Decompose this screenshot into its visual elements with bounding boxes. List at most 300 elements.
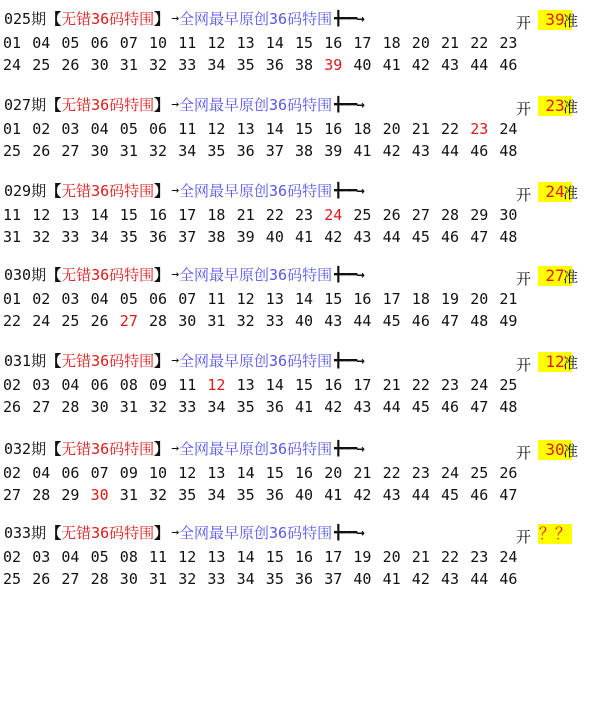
number-cell: 06 bbox=[149, 120, 168, 138]
number-cell: 33 bbox=[178, 398, 197, 416]
number-cell: 41 bbox=[295, 398, 314, 416]
number-cell: 41 bbox=[324, 486, 343, 504]
number-cell: 34 bbox=[207, 56, 226, 74]
number-cell: 15 bbox=[324, 290, 343, 308]
long-arrow-icon: ╋━━→ bbox=[334, 525, 364, 541]
number-cell: 22 bbox=[265, 206, 284, 224]
number-cell: 15 bbox=[265, 464, 284, 482]
number-cell: 15 bbox=[119, 206, 138, 224]
number-cell: 27 bbox=[411, 206, 430, 224]
number-cell: 21 bbox=[499, 290, 518, 308]
number-cell: 23 bbox=[470, 548, 489, 566]
number-cell: 32 bbox=[178, 570, 197, 588]
number-cell: 25 bbox=[499, 376, 518, 394]
issue-number: 029期 bbox=[4, 182, 47, 200]
number-cell: 21 bbox=[441, 34, 460, 52]
number-cell: 34 bbox=[90, 228, 109, 246]
number-cell: 16 bbox=[295, 464, 314, 482]
number-cell: 43 bbox=[382, 486, 401, 504]
issue-number: 033期 bbox=[4, 524, 47, 542]
number-cell: 48 bbox=[499, 398, 518, 416]
arrow-icon: → bbox=[171, 11, 180, 26]
number-cell: 06 bbox=[90, 376, 109, 394]
number-cell: 36 bbox=[236, 142, 255, 160]
bracket-close: 】 bbox=[154, 440, 170, 458]
number-cell: 21 bbox=[236, 206, 255, 224]
number-cell: 31 bbox=[207, 312, 226, 330]
number-cell: 17 bbox=[382, 290, 401, 308]
number-row bbox=[3, 484, 563, 506]
number-cell: 11 bbox=[149, 548, 168, 566]
number-cell: 26 bbox=[32, 570, 51, 588]
number-cell: 38 bbox=[295, 56, 314, 74]
number-cell: 46 bbox=[441, 398, 460, 416]
number-cell: 13 bbox=[61, 206, 80, 224]
number-cell: 36 bbox=[265, 486, 284, 504]
number-cell: 31 bbox=[119, 486, 138, 504]
hit-number: 39 bbox=[324, 56, 343, 74]
subtitle-text: 全网最早原创36码特围 bbox=[179, 96, 333, 114]
number-cell: 43 bbox=[324, 312, 343, 330]
number-cell: 48 bbox=[470, 312, 489, 330]
result-badge: 23 bbox=[538, 96, 572, 116]
number-cell: 04 bbox=[32, 464, 51, 482]
number-cell: 24 bbox=[499, 120, 518, 138]
number-cell: 10 bbox=[149, 34, 168, 52]
number-cell: 39 bbox=[236, 228, 255, 246]
number-cell: 28 bbox=[441, 206, 460, 224]
number-cell: 26 bbox=[499, 464, 518, 482]
number-cell: 02 bbox=[3, 548, 22, 566]
subtitle-text: 全网最早原创36码特围 bbox=[179, 266, 333, 284]
number-cell: 11 bbox=[3, 206, 22, 224]
arrow-icon: → bbox=[171, 441, 180, 456]
number-cell: 07 bbox=[178, 290, 197, 308]
number-cell: 16 bbox=[295, 548, 314, 566]
arrow-icon: → bbox=[171, 353, 180, 368]
period-block bbox=[0, 6, 595, 86]
arrow-icon: → bbox=[171, 183, 180, 198]
number-cell: 26 bbox=[32, 142, 51, 160]
number-cell: 30 bbox=[178, 312, 197, 330]
number-cell: 14 bbox=[265, 120, 284, 138]
number-cell: 12 bbox=[178, 464, 197, 482]
bracket-close: 】 bbox=[154, 96, 170, 114]
number-cell: 46 bbox=[499, 570, 518, 588]
subtitle-text: 全网最早原创36码特围 bbox=[179, 524, 333, 542]
number-cell: 09 bbox=[149, 376, 168, 394]
number-cell: 25 bbox=[3, 142, 22, 160]
number-cell: 27 bbox=[61, 570, 80, 588]
period-block bbox=[0, 436, 595, 516]
number-cell: 19 bbox=[353, 548, 372, 566]
long-arrow-icon: ╋━━→ bbox=[334, 353, 364, 369]
number-cell: 03 bbox=[32, 548, 51, 566]
bracket-open: 【 bbox=[46, 10, 62, 28]
title-text: 无错36码特围 bbox=[61, 182, 155, 200]
title-text: 无错36码特围 bbox=[61, 10, 155, 28]
number-cell: 18 bbox=[353, 120, 372, 138]
number-cell: 32 bbox=[149, 398, 168, 416]
number-cell: 31 bbox=[119, 56, 138, 74]
bracket-open: 【 bbox=[46, 440, 62, 458]
number-cell: 47 bbox=[470, 398, 489, 416]
number-cell: 06 bbox=[61, 464, 80, 482]
number-cell: 38 bbox=[207, 228, 226, 246]
number-cell: 14 bbox=[236, 548, 255, 566]
number-cell: 25 bbox=[353, 206, 372, 224]
number-cell: 20 bbox=[382, 548, 401, 566]
number-cell: 25 bbox=[470, 464, 489, 482]
number-cell: 12 bbox=[236, 290, 255, 308]
number-cell: 27 bbox=[32, 398, 51, 416]
title-text: 无错36码特围 bbox=[61, 96, 155, 114]
number-cell: 27 bbox=[3, 486, 22, 504]
number-cell: 37 bbox=[178, 228, 197, 246]
subtitle-text: 全网最早原创36码特围 bbox=[179, 440, 333, 458]
open-label: 开 bbox=[516, 356, 532, 374]
result-badge: 12 bbox=[538, 352, 572, 372]
bracket-open: 【 bbox=[46, 182, 62, 200]
number-cell: 42 bbox=[411, 56, 430, 74]
issue-number: 032期 bbox=[4, 440, 47, 458]
result-badge: 39 bbox=[538, 10, 572, 30]
number-cell: 21 bbox=[411, 120, 430, 138]
subtitle-text: 全网最早原创36码特围 bbox=[179, 10, 333, 28]
number-cell: 43 bbox=[353, 398, 372, 416]
number-row bbox=[3, 204, 563, 226]
number-cell: 09 bbox=[119, 464, 138, 482]
open-label: 开 bbox=[516, 444, 532, 462]
title-text: 无错36码特围 bbox=[61, 266, 155, 284]
number-cell: 43 bbox=[441, 56, 460, 74]
subtitle-text: 全网最早原创36码特围 bbox=[179, 182, 333, 200]
number-cell: 02 bbox=[3, 464, 22, 482]
number-cell: 14 bbox=[265, 34, 284, 52]
hit-number: 12 bbox=[207, 376, 226, 394]
number-cell: 13 bbox=[236, 376, 255, 394]
number-cell: 05 bbox=[90, 548, 109, 566]
number-cell: 24 bbox=[499, 548, 518, 566]
number-cell: 07 bbox=[90, 464, 109, 482]
open-label: 开 bbox=[516, 528, 532, 546]
number-row bbox=[3, 568, 563, 590]
bracket-close: 】 bbox=[154, 182, 170, 200]
number-cell: 23 bbox=[441, 376, 460, 394]
number-cell: 18 bbox=[411, 290, 430, 308]
number-cell: 02 bbox=[32, 120, 51, 138]
number-cell: 05 bbox=[61, 34, 80, 52]
number-cell: 36 bbox=[265, 56, 284, 74]
number-cell: 02 bbox=[32, 290, 51, 308]
long-arrow-icon: ╋━━→ bbox=[334, 183, 364, 199]
number-cell: 13 bbox=[265, 290, 284, 308]
result-badge: 27 bbox=[538, 266, 572, 286]
number-cell: 14 bbox=[90, 206, 109, 224]
result-badge: 24 bbox=[538, 182, 572, 202]
number-cell: 22 bbox=[411, 376, 430, 394]
issue-number: 030期 bbox=[4, 266, 47, 284]
number-cell: 28 bbox=[149, 312, 168, 330]
number-cell: 47 bbox=[499, 486, 518, 504]
number-cell: 34 bbox=[178, 142, 197, 160]
number-cell: 43 bbox=[411, 142, 430, 160]
hit-number: 23 bbox=[470, 120, 489, 138]
number-cell: 03 bbox=[61, 290, 80, 308]
number-cell: 24 bbox=[470, 376, 489, 394]
number-cell: 22 bbox=[441, 120, 460, 138]
number-cell: 37 bbox=[324, 570, 343, 588]
number-cell: 04 bbox=[90, 120, 109, 138]
number-cell: 12 bbox=[207, 34, 226, 52]
number-cell: 33 bbox=[61, 228, 80, 246]
number-cell: 47 bbox=[441, 312, 460, 330]
number-cell: 01 bbox=[3, 290, 22, 308]
period-block bbox=[0, 178, 595, 258]
number-cell: 20 bbox=[324, 464, 343, 482]
number-cell: 15 bbox=[295, 120, 314, 138]
hit-number: 30 bbox=[90, 486, 109, 504]
number-cell: 06 bbox=[90, 34, 109, 52]
number-cell: 45 bbox=[411, 398, 430, 416]
number-cell: 33 bbox=[207, 570, 226, 588]
number-cell: 07 bbox=[119, 34, 138, 52]
number-cell: 42 bbox=[411, 570, 430, 588]
bracket-open: 【 bbox=[46, 266, 62, 284]
number-row bbox=[3, 374, 563, 396]
number-cell: 44 bbox=[353, 312, 372, 330]
number-cell: 28 bbox=[32, 486, 51, 504]
number-cell: 35 bbox=[236, 486, 255, 504]
number-cell: 12 bbox=[207, 120, 226, 138]
number-cell: 30 bbox=[90, 56, 109, 74]
number-cell: 40 bbox=[265, 228, 284, 246]
number-cell: 35 bbox=[236, 398, 255, 416]
number-cell: 24 bbox=[32, 312, 51, 330]
number-cell: 44 bbox=[441, 142, 460, 160]
period-header bbox=[4, 348, 594, 374]
number-cell: 17 bbox=[353, 34, 372, 52]
number-cell: 41 bbox=[382, 570, 401, 588]
number-cell: 37 bbox=[265, 142, 284, 160]
period-block bbox=[0, 520, 595, 600]
number-cell: 16 bbox=[324, 120, 343, 138]
number-cell: 15 bbox=[295, 376, 314, 394]
number-cell: 01 bbox=[3, 34, 22, 52]
open-label: 开 bbox=[516, 14, 532, 32]
number-cell: 35 bbox=[178, 486, 197, 504]
bracket-close: 】 bbox=[154, 10, 170, 28]
number-cell: 25 bbox=[32, 56, 51, 74]
number-cell: 25 bbox=[3, 570, 22, 588]
issue-number: 025期 bbox=[4, 10, 47, 28]
number-cell: 23 bbox=[411, 464, 430, 482]
title-text: 无错36码特围 bbox=[61, 440, 155, 458]
number-cell: 17 bbox=[324, 548, 343, 566]
number-cell: 13 bbox=[236, 34, 255, 52]
number-cell: 30 bbox=[90, 142, 109, 160]
number-row bbox=[3, 54, 563, 76]
arrow-icon: → bbox=[171, 97, 180, 112]
number-cell: 34 bbox=[207, 398, 226, 416]
number-cell: 03 bbox=[61, 120, 80, 138]
number-cell: 30 bbox=[119, 570, 138, 588]
number-row bbox=[3, 396, 563, 418]
number-cell: 48 bbox=[499, 142, 518, 160]
number-cell: 44 bbox=[411, 486, 430, 504]
number-row bbox=[3, 462, 563, 484]
long-arrow-icon: ╋━━→ bbox=[334, 97, 364, 113]
number-cell: 32 bbox=[149, 56, 168, 74]
number-cell: 15 bbox=[265, 548, 284, 566]
number-cell: 19 bbox=[441, 290, 460, 308]
number-cell: 45 bbox=[441, 486, 460, 504]
number-row bbox=[3, 288, 563, 310]
hit-number: 24 bbox=[324, 206, 343, 224]
bracket-close: 】 bbox=[154, 266, 170, 284]
number-cell: 24 bbox=[3, 56, 22, 74]
number-cell: 39 bbox=[324, 142, 343, 160]
number-row bbox=[3, 546, 563, 568]
number-cell: 02 bbox=[3, 376, 22, 394]
long-arrow-icon: ╋━━→ bbox=[334, 11, 364, 27]
accurate-label: 准 bbox=[563, 184, 579, 202]
number-cell: 12 bbox=[32, 206, 51, 224]
number-cell: 17 bbox=[353, 376, 372, 394]
number-cell: 22 bbox=[470, 34, 489, 52]
bracket-open: 【 bbox=[46, 352, 62, 370]
number-cell: 21 bbox=[382, 376, 401, 394]
period-header bbox=[4, 6, 594, 32]
accurate-label: 准 bbox=[563, 442, 579, 460]
number-cell: 22 bbox=[441, 548, 460, 566]
number-cell: 29 bbox=[61, 486, 80, 504]
number-cell: 43 bbox=[441, 570, 460, 588]
arrow-icon: → bbox=[171, 267, 180, 282]
open-label: 开 bbox=[516, 270, 532, 288]
arrow-icon: → bbox=[171, 525, 180, 540]
number-cell: 38 bbox=[295, 142, 314, 160]
number-cell: 33 bbox=[178, 56, 197, 74]
number-cell: 30 bbox=[499, 206, 518, 224]
number-cell: 15 bbox=[295, 34, 314, 52]
number-cell: 36 bbox=[295, 570, 314, 588]
number-cell: 36 bbox=[149, 228, 168, 246]
bracket-close: 】 bbox=[154, 352, 170, 370]
number-cell: 11 bbox=[178, 34, 197, 52]
number-cell: 20 bbox=[382, 120, 401, 138]
period-header bbox=[4, 262, 594, 288]
number-cell: 26 bbox=[90, 312, 109, 330]
period-block bbox=[0, 348, 595, 428]
number-cell: 04 bbox=[61, 376, 80, 394]
number-cell: 44 bbox=[382, 398, 401, 416]
period-header bbox=[4, 178, 594, 204]
open-label: 开 bbox=[516, 186, 532, 204]
number-row bbox=[3, 226, 563, 248]
number-cell: 04 bbox=[32, 34, 51, 52]
accurate-label: 准 bbox=[563, 268, 579, 286]
number-row bbox=[3, 140, 563, 162]
period-block bbox=[0, 92, 595, 172]
number-cell: 24 bbox=[441, 464, 460, 482]
number-cell: 26 bbox=[61, 56, 80, 74]
number-cell: 13 bbox=[236, 120, 255, 138]
issue-number: 027期 bbox=[4, 96, 47, 114]
number-cell: 16 bbox=[149, 206, 168, 224]
number-cell: 30 bbox=[90, 398, 109, 416]
number-cell: 20 bbox=[411, 34, 430, 52]
number-cell: 01 bbox=[3, 120, 22, 138]
number-cell: 14 bbox=[236, 464, 255, 482]
issue-number: 031期 bbox=[4, 352, 47, 370]
number-cell: 31 bbox=[119, 398, 138, 416]
number-cell: 41 bbox=[382, 56, 401, 74]
number-cell: 23 bbox=[499, 34, 518, 52]
accurate-label: 准 bbox=[563, 98, 579, 116]
number-cell: 44 bbox=[470, 570, 489, 588]
number-cell: 46 bbox=[470, 142, 489, 160]
number-cell: 20 bbox=[470, 290, 489, 308]
number-cell: 26 bbox=[382, 206, 401, 224]
number-cell: 47 bbox=[470, 228, 489, 246]
number-cell: 21 bbox=[411, 548, 430, 566]
number-cell: 32 bbox=[236, 312, 255, 330]
number-cell: 48 bbox=[499, 228, 518, 246]
number-cell: 45 bbox=[411, 228, 430, 246]
accurate-label: 准 bbox=[563, 354, 579, 372]
number-cell: 27 bbox=[61, 142, 80, 160]
number-cell: 44 bbox=[382, 228, 401, 246]
number-cell: 22 bbox=[3, 312, 22, 330]
number-cell: 14 bbox=[295, 290, 314, 308]
number-cell: 34 bbox=[207, 486, 226, 504]
number-cell: 40 bbox=[295, 312, 314, 330]
number-cell: 04 bbox=[90, 290, 109, 308]
number-cell: 11 bbox=[178, 120, 197, 138]
number-cell: 25 bbox=[61, 312, 80, 330]
number-cell: 13 bbox=[207, 548, 226, 566]
number-cell: 04 bbox=[61, 548, 80, 566]
number-cell: 40 bbox=[295, 486, 314, 504]
number-cell: 35 bbox=[207, 142, 226, 160]
number-cell: 41 bbox=[295, 228, 314, 246]
number-cell: 46 bbox=[499, 56, 518, 74]
number-cell: 45 bbox=[382, 312, 401, 330]
number-cell: 13 bbox=[207, 464, 226, 482]
number-cell: 29 bbox=[470, 206, 489, 224]
number-row bbox=[3, 32, 563, 54]
number-cell: 35 bbox=[236, 56, 255, 74]
number-cell: 06 bbox=[149, 290, 168, 308]
number-cell: 32 bbox=[32, 228, 51, 246]
bracket-open: 【 bbox=[46, 524, 62, 542]
number-cell: 46 bbox=[441, 228, 460, 246]
number-cell: 11 bbox=[207, 290, 226, 308]
number-cell: 28 bbox=[90, 570, 109, 588]
number-cell: 18 bbox=[207, 206, 226, 224]
number-cell: 26 bbox=[3, 398, 22, 416]
number-cell: 46 bbox=[411, 312, 430, 330]
number-cell: 23 bbox=[295, 206, 314, 224]
number-cell: 05 bbox=[119, 120, 138, 138]
number-row bbox=[3, 310, 563, 332]
subtitle-text: 全网最早原创36码特围 bbox=[179, 352, 333, 370]
number-cell: 31 bbox=[119, 142, 138, 160]
number-cell: 22 bbox=[382, 464, 401, 482]
number-cell: 46 bbox=[470, 486, 489, 504]
number-cell: 21 bbox=[353, 464, 372, 482]
